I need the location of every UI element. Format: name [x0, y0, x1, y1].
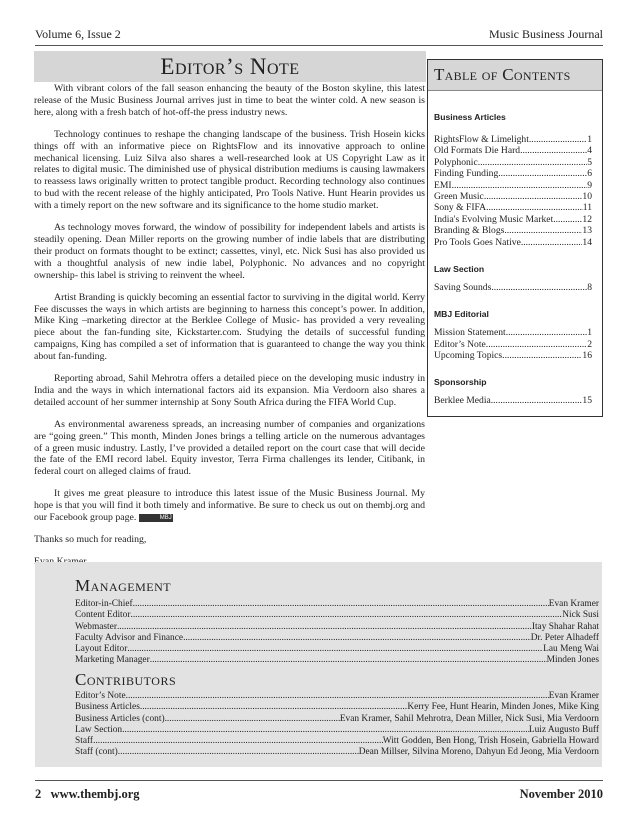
editor-paragraph: With vibrant colors of the fall season enhancing the beauty of the Boston skyline, this latest release of the Music Business Journal arrives just in time to beat the winter cold. A new season is here, along with a fresh batch of hot-off-the press industry news.: [34, 83, 425, 118]
role-label: Webmaster: [75, 621, 117, 632]
toc-section-heading: Law Section: [434, 263, 485, 274]
toc-entry-title: Berklee Media: [434, 395, 491, 407]
role-label: Content Editor: [75, 610, 131, 621]
contributor-row: [75, 714, 599, 725]
editor-paragraph: Artist Branding is quickly becoming an essential factor to surviving in the digital world. Kerry Fee discusses the ways in which artists are beginning to harness this concept’s power. In addition, Mike King –marketing director at the Berklee College of Music- has provided a very revealing piece about the fan-funding site, Kickstarter.com. Studying the details of successful funding campaigns, King has compiled a set of information that is guaranteed to change the way you think about fan-funding.: [34, 291, 425, 363]
toc-section-heading: Sponsorship: [434, 377, 487, 388]
management-heading: Management: [75, 576, 172, 595]
editor-closing: Thanks so much for reading,: [34, 534, 147, 545]
journal-title: Music Business Journal: [489, 27, 603, 41]
page-number: 2: [35, 787, 42, 801]
role-label: Faculty Advisor and Finance: [75, 632, 184, 643]
toc-entry-page: 10: [582, 190, 592, 202]
toc-entry[interactable]: [434, 282, 592, 293]
person-name: Witt Godden, Ben Hong, Trish Hosein, Gabriella Howard: [382, 736, 599, 747]
contributor-row: [75, 725, 599, 736]
toc-entry[interactable]: [434, 157, 592, 168]
page-header: [35, 27, 603, 43]
role-label: Editor’s Note: [75, 691, 126, 701]
editors-note-body: [34, 83, 425, 578]
role-label: Law Section: [75, 724, 123, 735]
footer-divider: [35, 780, 603, 781]
contributors-list: [75, 691, 599, 759]
editor-paragraph: As environmental awareness spreads, an increasing number of companies and organizations are “going green.” This month, Minden Jones brings a telling article on the numerous advantages of a green music industry. Lastly, I’ve provided a detailed report on the court case that will decide the fate of the EMI record label. Equity investor, Terra Firma challenges its lender, Citibank, in federal court on alleged claims of fraud.: [34, 418, 425, 478]
editor-paragraph: As technology moves forward, the window of possibility for independent labels and artists is steadily opening. Dean Miller reports on the growing number of indie labels that are distributing their product on formats thought to be extinct; cassettes, vinyl, etc. Nick Susi has also provided us with a thoughtful analysis of new indie label, Polyphonic. No advances and no copyright ownership- this label is striving to reinvent the wheel.: [34, 222, 425, 281]
person-name: Minden Jones: [546, 655, 599, 666]
contributor-row: [75, 702, 599, 713]
toc-entry-page: 13: [582, 225, 592, 237]
toc-entry-title: Upcoming Topics: [434, 350, 503, 362]
person-name: Evan Kramer: [548, 691, 599, 701]
toc-entry[interactable]: [434, 168, 592, 179]
toc-entry-page: 1: [587, 327, 592, 339]
toc-entry[interactable]: [434, 145, 592, 156]
person-name: Dr. Peter Alhadeff: [530, 632, 599, 643]
person-name: Lau Meng Wai: [543, 644, 599, 655]
toc-entry[interactable]: [434, 237, 592, 248]
toc-entry[interactable]: [434, 214, 592, 225]
toc-entry-page: 9: [587, 179, 592, 191]
toc-entry[interactable]: [434, 202, 592, 213]
toc-entry[interactable]: [434, 191, 592, 202]
toc-entry-title: India's Evolving Music Market: [434, 213, 554, 225]
role-label: Business Articles (cont): [75, 713, 165, 724]
toc-entry-page: 6: [587, 168, 592, 180]
toc-title: Table of Contents: [428, 60, 602, 91]
toc-entry[interactable]: [434, 339, 592, 350]
toc-entry-page: 1: [587, 134, 592, 145]
toc-entry[interactable]: [434, 134, 592, 145]
toc-section-heading: Business Articles: [434, 112, 506, 122]
editor-paragraph: Technology continues to reshape the changing landscape of the business. Trish Hosein kicks things off with an informative piece on RightsFlow and its innovative approach to online mechanical licensing. Luiz Silva also shares a well-researched look at US Copyright Law as it relates to digital music. The diminished use of physical distribution mediums is causing lawmakers to reassess laws originally written to protect tangible product. Recording technology also continues to bud with the recent release of the highly anticipated, Pro Tools Native. Hunt Hearin provides us with a timely report on the new software and its significance to the home studio market.: [34, 128, 425, 212]
toc-entry-title: Green Music: [434, 190, 484, 202]
toc-entry-title: Finding Funding: [434, 168, 499, 180]
toc-entry-title: Branding & Blogs: [434, 225, 505, 237]
toc-entry[interactable]: [434, 180, 592, 191]
management-row: [75, 622, 599, 633]
footer-left: [35, 787, 140, 802]
role-label: Staff: [75, 736, 94, 747]
person-name: Nick Susi: [562, 610, 599, 621]
mbj-badge-icon[interactable]: MBJ: [139, 514, 173, 522]
toc-entry-title: RightsFlow & Limelight: [434, 134, 529, 145]
issue-date: November 2010: [519, 787, 603, 801]
toc-entry-title: Polyphonic: [434, 156, 478, 168]
toc-section-heading: MBJ Editorial: [434, 309, 489, 320]
person-name: Kerry Fee, Hunt Hearin, Minden Jones, Mike King: [407, 702, 599, 713]
toc-entry-title: Mission Statement: [434, 327, 506, 339]
table-of-contents: [427, 59, 603, 417]
toc-entry-title: Pro Tools Goes Native: [434, 236, 521, 248]
toc-entry-page: 5: [587, 156, 592, 168]
person-name: Itay Shahar Rahat: [531, 621, 599, 632]
toc-entry-page: 14: [582, 236, 592, 248]
role-label: Layout Editor: [75, 644, 128, 655]
management-row: [75, 633, 599, 644]
person-name: Evan Kramer, Sahil Mehrotra, Dean Miller, Nick Susi, Mia Verdoorn: [339, 713, 599, 724]
website-link[interactable]: www.thembj.org: [50, 787, 140, 801]
management-row: [75, 644, 599, 655]
toc-entry-page: 4: [587, 145, 592, 157]
role-label: Business Articles: [75, 702, 140, 713]
role-label: Staff (cont): [75, 747, 118, 758]
management-row: [75, 610, 599, 621]
contributors-heading: Contributors: [75, 670, 177, 689]
toc-entry[interactable]: [434, 395, 592, 406]
editor-paragraph-text: It gives me great pleasure to introduce this latest issue of the Music Business Journal. My hope is that you will find it both timely and informative. Be sure to check us out on thembj.org and our Facebook group page.: [34, 488, 425, 524]
toc-entry-page: 12: [582, 213, 592, 225]
toc-entry-page: 8: [587, 281, 592, 293]
toc-entry-page: 16: [582, 350, 592, 362]
toc-entry-page: 15: [582, 395, 592, 407]
toc-entry-page: 2: [587, 338, 592, 350]
person-name: Luiz Augusto Buff: [528, 724, 599, 735]
header-divider: [35, 45, 603, 46]
management-row: [75, 655, 599, 666]
role-label: Editor-in-Chief: [75, 599, 133, 609]
toc-body: [428, 112, 602, 407]
issue-label: Volume 6, Issue 2: [35, 27, 121, 41]
person-name: Evan Kramer: [548, 599, 599, 609]
management-list: [75, 599, 599, 667]
management-row: [75, 599, 599, 610]
person-name: Dean Millser, Silvina Moreno, Dahyun Ed Jeong, Mia Verdoorn: [358, 747, 599, 758]
toc-entry[interactable]: [434, 350, 592, 361]
contributor-row: [75, 691, 599, 702]
editor-paragraph-closing: [34, 488, 425, 524]
toc-entry-title: Old Formats Die Hard: [434, 145, 521, 157]
toc-entry-page: 11: [582, 202, 592, 214]
toc-entry-title: Saving Sounds: [434, 281, 492, 293]
toc-entry-title: Sony & FIFA: [434, 202, 487, 214]
toc-entry[interactable]: [434, 225, 592, 236]
contributor-row: [75, 736, 599, 747]
toc-entry[interactable]: [434, 327, 592, 338]
toc-entry-title: Editor’s Note: [434, 338, 486, 350]
editor-paragraph: Reporting abroad, Sahil Mehrotra offers a detailed piece on the developing music industry in India and the ways in which international factors aid its expansion. Mia Verdoorn also shares a detailed account of her summer internship at Sony South Africa during the FIFA World Cup.: [34, 373, 425, 408]
toc-entry-title: EMI: [434, 179, 452, 191]
role-label: Marketing Manager: [75, 655, 150, 666]
contributor-row: [75, 747, 599, 758]
staff-box: [35, 562, 602, 767]
editors-note-title: Editor’s Note: [34, 51, 426, 82]
